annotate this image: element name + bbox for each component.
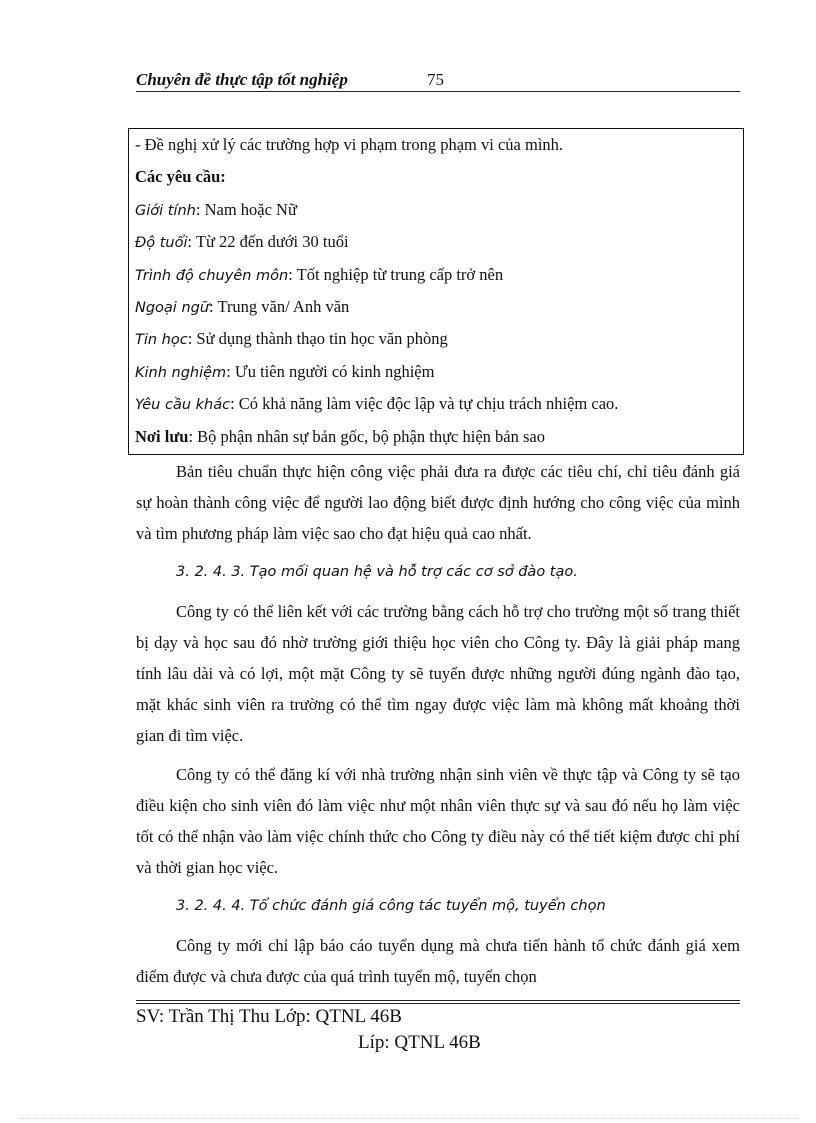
section-subheading: 3. 2. 4. 4. Tổ chức đánh giá công tác tuyển mộ, tuyển chọn <box>176 898 606 914</box>
footer-divider <box>136 1003 740 1004</box>
requirements-box <box>128 128 744 455</box>
requirement-label: Trình độ chuyên môn <box>135 267 289 284</box>
requirement-item <box>135 230 743 262</box>
requirement-label: Ngoại ngữ <box>135 299 210 316</box>
document-title: Chuyên đề thực tập tốt nghiệp <box>136 70 348 89</box>
requirement-item <box>135 263 743 295</box>
paragraph: Công ty có thể liên kết với các trường bằng cách hỗ trợ cho trường một số trang thiết bị dạy và học sau đó nhờ trường giới thiệu học viên cho Công ty. Đây là giải pháp mang tính lâu dài và có lợi, một mặt Công ty sẽ tuyển được những người đúng ngành đào tạo, mặt khác sinh viên ra trường có thể tìm ngay được việc làm mà không mất khoảng thời gian đi tìm việc. <box>136 602 740 745</box>
requirement-value: : Từ 22 đến dưới 30 tuổi <box>187 232 349 252</box>
requirement-item <box>135 198 743 230</box>
requirement-value: : Nam hoặc Nữ <box>195 199 297 219</box>
footer-class-info: Líp: QTNL 46B <box>358 1032 481 1053</box>
paragraph: Công ty có thể đăng kí với nhà trường nhận sinh viên về thực tập và Công ty sẽ tạo điều kiện cho sinh viên đó làm việc như một nhân viên thực sự và sau đó nếu họ làm việc tốt có thể nhận vào làm việc chính thức cho Công ty điều này có thể tiết kiệm được chi phí và thời gian học việc. <box>136 765 740 877</box>
footer-divider <box>136 1000 740 1001</box>
requirement-item <box>135 360 743 392</box>
paragraph: Bản tiêu chuẩn thực hiện công việc phải đưa ra được các tiêu chí, chỉ tiêu đánh giá sự hoàn thành công việc để người lao động biết được định hướng cho công việc của mình và tìm phương pháp làm việc sao cho đạt hiệu quả cao nhất. <box>136 462 740 543</box>
requirement-value: : Tốt nghiệp từ trung cấp trở nên <box>288 264 504 284</box>
requirement-label: Kinh nghiệm <box>135 364 227 381</box>
section-subheading: 3. 2. 4. 3. Tạo mối quan hệ và hỗ trợ các cơ sở đào tạo. <box>176 564 578 580</box>
requirement-item <box>135 392 743 424</box>
requirement-value: : Ưu tiên người có kinh nghiệm <box>226 361 435 381</box>
page-header <box>136 70 740 92</box>
body-text <box>136 456 740 992</box>
paragraph: Công ty mới chỉ lập báo cáo tuyển dụng mà chưa tiến hành tổ chức đánh giá xem điểm được và chưa được của quá trình tuyển mộ, tuyển chọn <box>136 936 740 986</box>
header-divider <box>136 91 740 92</box>
page-bottom-border <box>20 1118 800 1119</box>
storage-label: Nơi lưu <box>135 426 189 446</box>
page-number: 75 <box>427 70 444 89</box>
requirement-item <box>135 295 743 327</box>
requirement-label: Yêu cầu khác <box>135 397 231 414</box>
requirement-label: Giới tính <box>135 202 196 219</box>
storage-line <box>135 425 743 457</box>
requirement-value: : Trung văn/ Anh văn <box>209 296 350 316</box>
storage-value: : Bộ phận nhân sự bản gốc, bộ phận thực hiện bản sao <box>188 426 545 446</box>
requirement-value: : Có khả năng làm việc độc lập và tự chịu trách nhiệm cao. <box>230 394 619 414</box>
requirements-first-line: - Đề nghị xử lý các trường hợp vi phạm trong phạm vi của mình. <box>135 135 564 154</box>
footer-student-info: SV: Trần Thị Thu Lớp: QTNL 46B <box>136 1006 402 1027</box>
requirement-label: Độ tuổi <box>135 235 188 252</box>
requirements-heading: Các yêu cầu: <box>135 167 226 187</box>
requirement-value: : Sử dụng thành thạo tin học văn phòng <box>187 329 448 349</box>
requirement-label: Tin học <box>135 332 188 349</box>
requirement-item <box>135 327 743 359</box>
